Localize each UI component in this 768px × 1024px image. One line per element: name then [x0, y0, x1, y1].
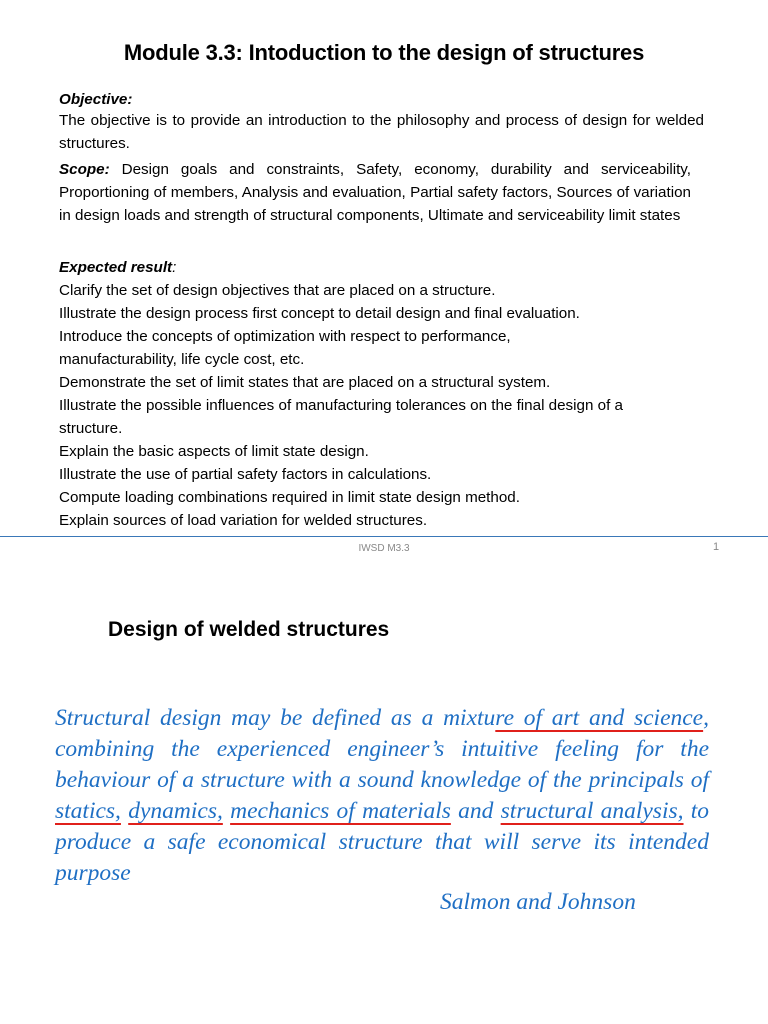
scope-text: Design goals and constraints, Safety, economy, durability and serviceability, Proportioning of members, Analysis and evaluation, Partial safety factors, Sources of variation in design loads and strength of structural components, Ultimate and serviceability limit states	[59, 161, 691, 224]
underlined-phrase: re of art and science	[495, 705, 704, 731]
list-item: Compute loading combinations required in limit state design method.	[59, 489, 520, 506]
expected-result-label: Expected result	[59, 259, 173, 276]
quote-text: , combining the experienced engineer’s intuitive feeling for the behaviour of a structure with a sound knowledge of the principals of	[55, 705, 709, 793]
page-number: 1	[713, 541, 720, 553]
list-item: Introduce the concepts of optimization with respect to performance, manufacturability, life cycle cost, etc.	[59, 328, 511, 368]
list-item: Explain sources of load variation for welded structures.	[59, 512, 428, 529]
list-item: Clarify the set of design objectives that are placed on a structure.	[59, 282, 496, 299]
list-item: Explain the basic aspects of limit state design.	[59, 443, 369, 460]
quote-text: and	[450, 798, 501, 824]
objective-label: Objective	[59, 91, 128, 108]
objective-text: The objective is to provide an introduction to the philosophy and process of design for welded structures.	[59, 112, 704, 152]
underlined-phrase: dynamics,	[128, 798, 223, 824]
expected-result-heading: Expected result:	[59, 259, 177, 276]
list-item: Illustrate the design process first concept to detail design and final evaluation.	[59, 305, 580, 322]
list-item: Illustrate the use of partial safety factors in calculations.	[59, 466, 432, 483]
slide-footer: IWSD M3.3	[358, 543, 410, 554]
expected-result-list	[59, 279, 704, 532]
underlined-phrase: structural analysis,	[500, 798, 684, 824]
quote-attribution: Salmon and Johnson	[440, 889, 636, 915]
quote-text: to produce a safe economical structure that will serve its intended purpose	[55, 798, 710, 886]
slide-2	[0, 540, 768, 1024]
list-item: Demonstrate the set of limit states that are placed on a structural system.	[59, 374, 551, 391]
scope-label: Scope	[59, 161, 105, 178]
quote-paragraph	[55, 703, 709, 889]
quote-text: Structural design may be defined as a mixtu	[55, 705, 496, 731]
scope-paragraph: Scope: Design goals and constraints, Safety, economy, durability and serviceability, Proportioning of members, Analysis and evaluation, Partial safety factors, Sources of variation in design loads and strength of structural components, Ultimate and serviceability limit states	[59, 161, 691, 224]
page-title: Module 3.3: Intoduction to the design of structures	[123, 40, 645, 65]
list-item: Illustrate the possible influences of manufacturing tolerances on the final design of a structure.	[59, 397, 623, 437]
objective-heading: Objective:	[59, 91, 133, 108]
underlined-phrase: mechanics of materials	[230, 798, 451, 824]
underlined-phrase: statics,	[55, 798, 121, 824]
section-title: Design of welded structures	[108, 618, 390, 641]
slide-divider	[0, 536, 768, 537]
